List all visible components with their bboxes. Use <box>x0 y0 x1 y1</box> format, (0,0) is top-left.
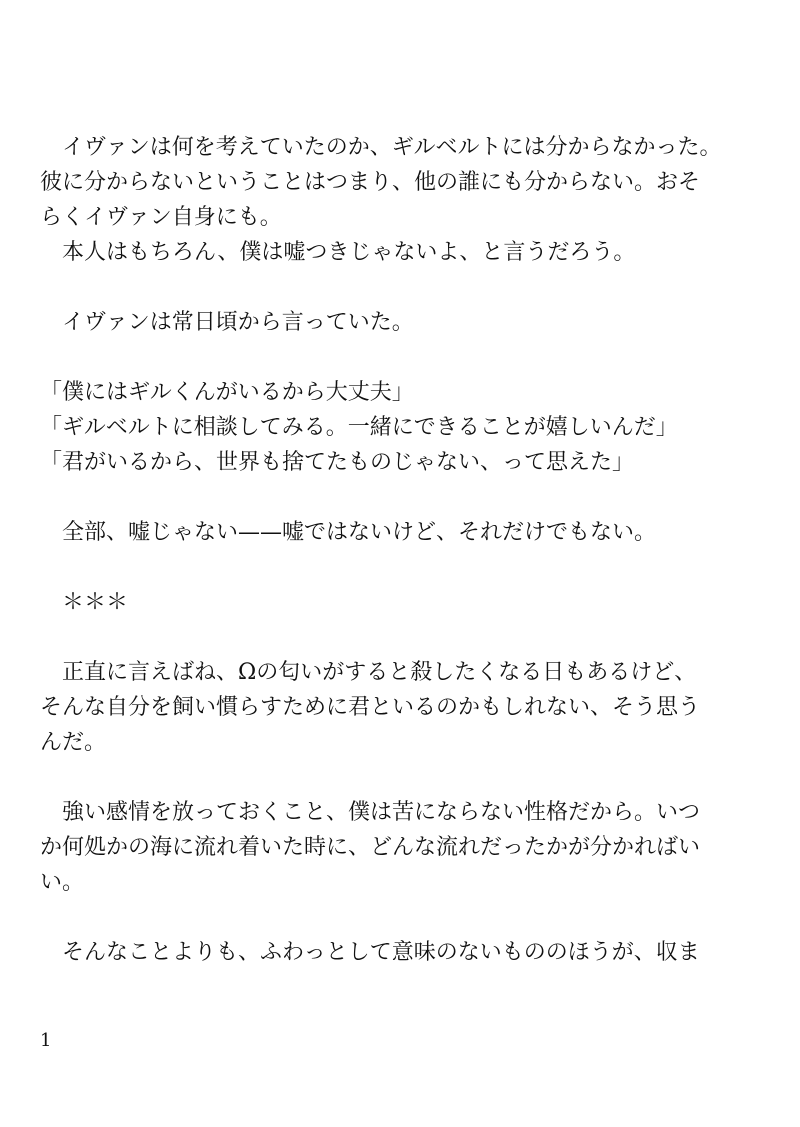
dialogue-line: 「ギルベルトに相談してみる。一緒にできることが嬉しいんだ」 <box>40 415 678 440</box>
text-line: らくイヴァン自身にも。 <box>40 205 282 230</box>
blank-line <box>40 270 760 305</box>
body-text <box>40 130 760 970</box>
text-line: か何処かの海に流れ着いた時に、どんな流れだったかが分かればい <box>40 835 701 860</box>
text-line: 正直に言えばね、Ωの匂いがすると殺したくなる日もあるけど、 <box>40 660 697 685</box>
text-line: 全部、嘘じゃない——嘘ではないけど、それだけでもない。 <box>40 520 657 545</box>
text-line: 強い感情を放っておくこと、僕は苦にならない性格だから。いつ <box>40 800 701 825</box>
section-break: ＊＊＊ <box>40 590 129 615</box>
blank-line <box>40 620 760 655</box>
text-line: そんなことよりも、ふわっとして意味のないもののほうが、収ま <box>40 940 700 965</box>
dialogue-line: 「僕にはギルくんがいるから大丈夫」 <box>40 380 414 405</box>
blank-line <box>40 480 760 515</box>
text-line: い。 <box>40 870 85 895</box>
text-line: イヴァンは常日頃から言っていた。 <box>40 310 414 335</box>
dialogue-line: 「君がいるから、世界も捨てたものじゃない、って思えた」 <box>40 450 635 475</box>
blank-line <box>40 900 760 935</box>
text-line: 本人はもちろん、僕は嘘つきじゃないよ、と言うだろう。 <box>40 240 636 265</box>
text-line: んだ。 <box>40 730 107 755</box>
text-line: イヴァンは何を考えていたのか、ギルベルトには分からなかった。 <box>40 135 722 160</box>
blank-line <box>40 340 760 375</box>
text-line: 彼に分からないということはつまり、他の誰にも分からない。おそ <box>40 170 701 195</box>
page-number: 1 <box>40 1030 52 1051</box>
blank-line <box>40 550 760 585</box>
text-line: そんな自分を飼い慣らすために君といるのかもしれない、そう思う <box>40 695 701 720</box>
blank-line <box>40 760 760 795</box>
